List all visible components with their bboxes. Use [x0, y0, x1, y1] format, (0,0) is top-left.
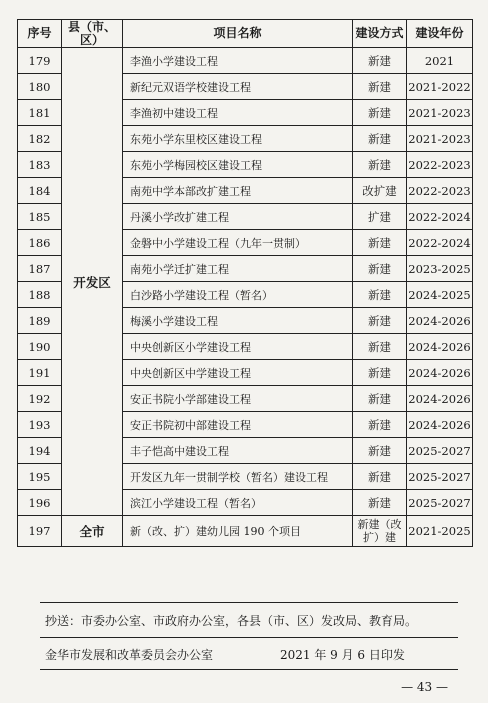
row-year: 2022-2023	[407, 178, 473, 204]
row-year: 2021-2023	[407, 100, 473, 126]
row-year: 2024-2026	[407, 412, 473, 438]
row-year: 2022-2023	[407, 152, 473, 178]
row-year: 2024-2026	[407, 334, 473, 360]
row-year: 2024-2026	[407, 360, 473, 386]
header-no: 序号	[18, 20, 62, 48]
row-mode: 新建	[353, 360, 407, 386]
row-name: 安正书院初中部建设工程	[123, 412, 353, 438]
page-number: — 43 —	[401, 680, 448, 694]
county-cell: 开发区	[62, 48, 123, 516]
row-name: 东苑小学东里校区建设工程	[123, 126, 353, 152]
table-header-row	[18, 20, 473, 48]
row-no: 184	[18, 178, 62, 204]
row-no: 196	[18, 490, 62, 516]
row-no: 185	[18, 204, 62, 230]
row-year: 2021-2025	[407, 516, 473, 547]
row-year: 2024-2026	[407, 308, 473, 334]
row-name: 丹溪小学改扩建工程	[123, 204, 353, 230]
footer-rule-bottom	[40, 669, 458, 670]
row-mode: 新建	[353, 126, 407, 152]
row-mode: 新建	[353, 282, 407, 308]
row-no: 197	[18, 516, 62, 547]
row-no: 180	[18, 74, 62, 100]
row-mode: 改扩建	[353, 178, 407, 204]
issue-date: 2021 年 9 月 6 日印发	[280, 648, 405, 662]
row-name: 新纪元双语学校建设工程	[123, 74, 353, 100]
row-mode: 新建	[353, 308, 407, 334]
cc-line: 抄送：市委办公室、市政府办公室，各县（市、区）发改局、教育局。	[45, 614, 418, 628]
row-name: 丰子恺高中建设工程	[123, 438, 353, 464]
row-no: 195	[18, 464, 62, 490]
row-no: 183	[18, 152, 62, 178]
header-build-year: 建设年份	[407, 20, 473, 48]
header-project-name: 项目名称	[123, 20, 353, 48]
row-no: 188	[18, 282, 62, 308]
table-row-last	[18, 516, 473, 547]
row-mode: 扩建	[353, 204, 407, 230]
row-year: 2024-2026	[407, 386, 473, 412]
row-year: 2023-2025	[407, 256, 473, 282]
header-build-mode: 建设方式	[353, 20, 407, 48]
row-no: 179	[18, 48, 62, 74]
row-no: 187	[18, 256, 62, 282]
row-mode: 新建	[353, 48, 407, 74]
row-name: 中央创新区小学建设工程	[123, 334, 353, 360]
row-no: 181	[18, 100, 62, 126]
row-name: 李渔小学建设工程	[123, 48, 353, 74]
issuer: 金华市发展和改革委员会办公室	[45, 648, 214, 662]
row-no: 194	[18, 438, 62, 464]
row-no: 186	[18, 230, 62, 256]
row-year: 2021	[407, 48, 473, 74]
county-cell: 全市	[62, 516, 123, 547]
row-mode: 新建	[353, 152, 407, 178]
row-name: 开发区九年一贯制学校（暂名）建设工程	[123, 464, 353, 490]
table-row	[18, 48, 473, 74]
row-year: 2022-2024	[407, 204, 473, 230]
row-no: 193	[18, 412, 62, 438]
row-mode: 新建	[353, 412, 407, 438]
row-year: 2025-2027	[407, 438, 473, 464]
row-name: 梅溪小学建设工程	[123, 308, 353, 334]
row-name: 南苑中学本部改扩建工程	[123, 178, 353, 204]
row-name: 新（改、扩）建幼儿园 190 个项目	[123, 516, 353, 547]
row-mode: 新建	[353, 386, 407, 412]
row-mode: 新建	[353, 438, 407, 464]
row-name: 安正书院小学部建设工程	[123, 386, 353, 412]
row-year: 2025-2027	[407, 464, 473, 490]
row-mode: 新建	[353, 230, 407, 256]
row-name: 南苑小学迁扩建工程	[123, 256, 353, 282]
row-mode: 新建	[353, 334, 407, 360]
row-mode: 新建（改扩）建	[353, 516, 407, 547]
project-table	[17, 19, 473, 547]
row-year: 2025-2027	[407, 490, 473, 516]
row-mode: 新建	[353, 100, 407, 126]
row-name: 李渔初中建设工程	[123, 100, 353, 126]
row-no: 189	[18, 308, 62, 334]
row-year: 2022-2024	[407, 230, 473, 256]
row-name: 白沙路小学建设工程（暂名）	[123, 282, 353, 308]
row-mode: 新建	[353, 256, 407, 282]
header-county: 县（市、区）	[62, 20, 123, 48]
row-no: 191	[18, 360, 62, 386]
row-no: 182	[18, 126, 62, 152]
row-name: 滨江小学建设工程（暂名）	[123, 490, 353, 516]
row-no: 192	[18, 386, 62, 412]
row-year: 2021-2022	[407, 74, 473, 100]
footer-rule-middle	[40, 637, 458, 638]
row-name: 金磐中小学建设工程（九年一贯制）	[123, 230, 353, 256]
row-no: 190	[18, 334, 62, 360]
row-mode: 新建	[353, 464, 407, 490]
row-mode: 新建	[353, 74, 407, 100]
row-year: 2021-2023	[407, 126, 473, 152]
row-name: 中央创新区中学建设工程	[123, 360, 353, 386]
row-mode: 新建	[353, 490, 407, 516]
row-name: 东苑小学梅园校区建设工程	[123, 152, 353, 178]
footer-rule-top	[40, 602, 458, 603]
row-year: 2024-2025	[407, 282, 473, 308]
